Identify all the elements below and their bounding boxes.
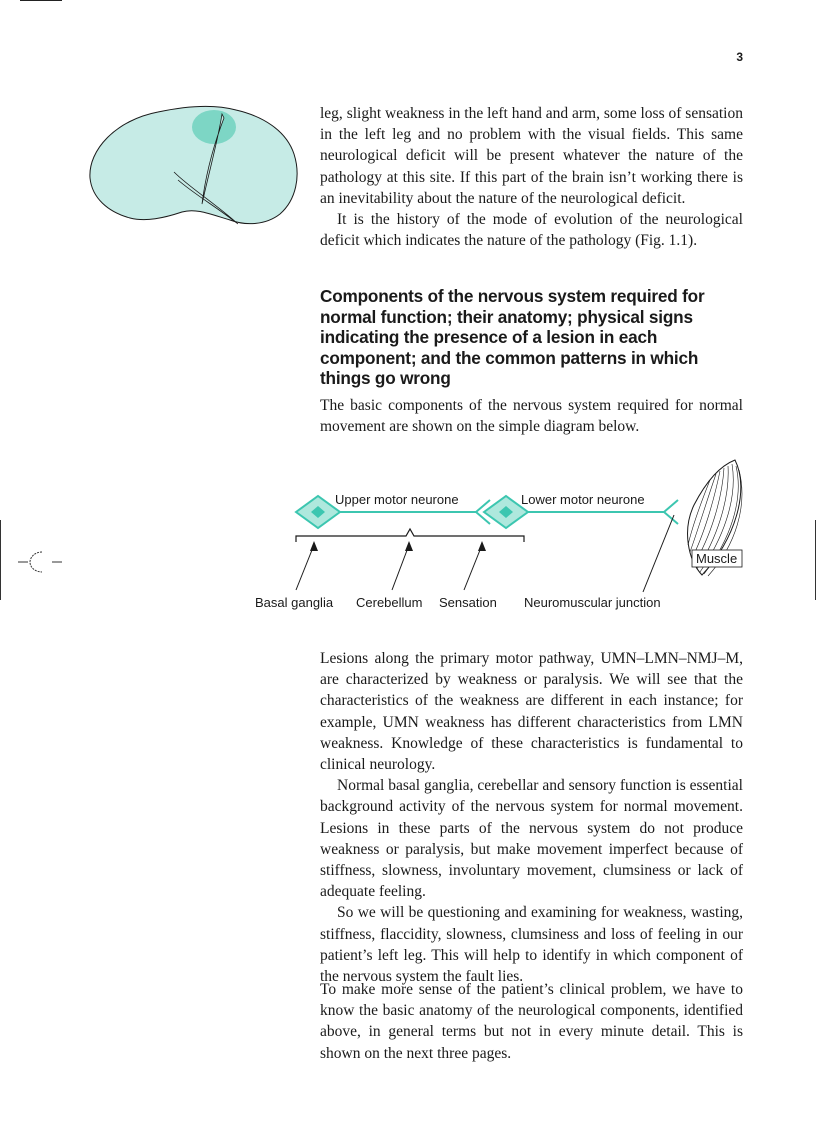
binding-mark xyxy=(18,548,62,576)
label-sensation: Sensation xyxy=(439,595,497,610)
paragraph: leg, slight weakness in the left hand and arm, some loss of sensation in the left leg and no problem with the visual fields. This same neurological deficit will be present whatever the nature of the pathology at this site. If this part of the brain isn’t working there is an inevitability about the nature of the neurological deficit. xyxy=(320,105,743,207)
grouping-brace xyxy=(296,529,524,542)
label-lower-motor-neurone: Lower motor neurone xyxy=(521,492,645,507)
text-block-intro xyxy=(320,395,743,437)
paragraph: Lesions along the primary motor pathway, UMN–LMN–NMJ–M, are characterized by weakness or paralysis. We will see that the characteristics of the weakness are different in each instance; for example, UMN weakness has different characteristics from LMN weakness. Knowledge of these characteristics is fundamental to clinical neurology. xyxy=(320,650,743,774)
label-neuromuscular-junction: Neuromuscular junction xyxy=(524,595,661,610)
paragraph: The basic components of the nervous system required for normal movement are shown on the simple diagram below. xyxy=(320,397,743,436)
label-basal-ganglia: Basal ganglia xyxy=(255,595,334,610)
motor-pathway-diagram xyxy=(0,450,816,615)
text-block-body xyxy=(320,648,743,987)
label-muscle: Muscle xyxy=(696,551,738,566)
paragraph: It is the history of the mode of evolution of the neurological deficit which indicates the nature of the pathology (Fig. 1.1). xyxy=(320,211,743,250)
label-cerebellum: Cerebellum xyxy=(356,595,423,610)
section-heading: Components of the nervous system required for normal function; their anatomy; physical signs indicating the presence of a lesion in each component; and the common patterns in which things go wrong xyxy=(320,286,705,388)
paragraph: To make more sense of the patient’s clinical problem, we have to know the basic anatomy of the neurological components, identified above, in general terms but not in every minute detail. This is shown on the next three pages. xyxy=(320,981,743,1062)
text-block-final xyxy=(320,979,743,1064)
brain-lateral-view-illustration xyxy=(86,100,302,230)
text-block-top xyxy=(320,103,743,251)
paragraph: So we will be questioning and examining for weakness, wasting, stiffness, flaccidity, slowness, clumsiness and loss of feeling in our patient’s left leg. This will help to identify in which component of the nervous system the fault lies. xyxy=(320,904,743,986)
lesion-area xyxy=(192,110,236,144)
page-number: 3 xyxy=(736,50,743,64)
crop-mark-top xyxy=(20,0,62,1)
paragraph: Normal basal ganglia, cerebellar and sensory function is essential background activity of the nervous system for normal movement. Lesions in these parts of the nervous system do not produce weakness or paralysis, but make movement imperfect because of stiffness, slowness, involuntary movement, clumsiness or lack of adequate feeling. xyxy=(320,777,743,901)
binding-line-left xyxy=(0,520,1,600)
label-upper-motor-neurone: Upper motor neurone xyxy=(335,492,459,507)
